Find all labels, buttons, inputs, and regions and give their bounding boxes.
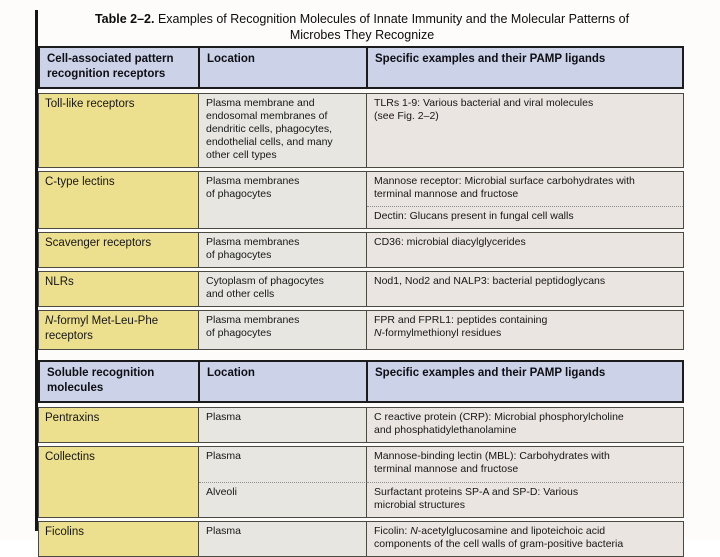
examples-cell: Dectin: Glucans present in fungal cell walls — [367, 206, 683, 228]
examples-cell: Surfactant proteins SP-A and SP-D: Various microbial structures — [367, 482, 683, 517]
table-row — [38, 446, 684, 517]
table-title-line1 — [38, 11, 686, 27]
table-section — [38, 46, 684, 350]
receptor-cell: Collectins — [39, 447, 199, 516]
table-sections — [38, 46, 684, 557]
column-header-location: Location — [200, 362, 368, 401]
receptor-cell: Toll-like receptors — [39, 94, 199, 167]
table-title-text: Examples of Recognition Molecules of Innate Immunity and the Molecular Patterns of — [157, 12, 630, 26]
table-row — [38, 310, 684, 350]
examples-cell: Mannose-binding lectin (MBL): Carbohydrates with terminal mannose and fructose — [367, 447, 683, 481]
table-header-row — [38, 46, 684, 89]
location-cell: Plasma membranes of phagocytes — [199, 311, 367, 349]
location-cell: Plasma membrane and endosomal membranes of dendritic cells, phagocytes, endothelial cells, and many other cell types — [199, 94, 367, 167]
table-section — [38, 360, 684, 556]
table-title — [38, 11, 686, 43]
location-cell: Plasma — [199, 408, 367, 442]
location-cell: Plasma membranes of phagocytes — [199, 233, 367, 267]
examples-cell: Nod1, Nod2 and NALP3: bacterial peptidoglycans — [367, 272, 683, 306]
table-header-row — [38, 360, 684, 403]
location-cell: Plasma — [199, 447, 367, 481]
examples-cell: Mannose receptor: Microbial surface carbohydrates with terminal mannose and fructose — [367, 172, 683, 206]
column-header-location: Location — [200, 48, 368, 87]
column-header-receptors: Cell-associated pattern recognition receptors — [40, 48, 200, 87]
examples-cell: FPR and FPRL1: peptides containing N-formylmethionyl residues — [367, 311, 683, 349]
receptor-cell: Ficolins — [39, 522, 199, 556]
column-header-receptors: Soluble recognition molecules — [40, 362, 200, 401]
receptor-cell: N-formyl Met-Leu-Phe receptors — [39, 311, 199, 349]
location-cell: Plasma membranes of phagocytes — [199, 172, 367, 228]
location-cell: Cytoplasm of phagocytes and other cells — [199, 272, 367, 306]
examples-cell: C reactive protein (CRP): Microbial phosphorylcholine and phosphatidylethanolamine — [367, 408, 683, 442]
table-number: Table 2–2. — [94, 12, 155, 26]
table-row — [38, 521, 684, 557]
column-header-examples: Specific examples and their PAMP ligands — [375, 367, 606, 380]
examples-cell: TLRs 1-9: Various bacterial and viral molecules (see Fig. 2–2) — [367, 94, 683, 167]
table-title-line2: Microbes They Recognize — [289, 28, 435, 42]
table-row — [38, 407, 684, 443]
table-row — [38, 271, 684, 307]
receptor-cell: C-type lectins — [39, 172, 199, 228]
receptor-cell: NLRs — [39, 272, 199, 306]
table-row — [38, 171, 684, 229]
examples-cell: CD36: microbial diacylglycerides — [367, 233, 683, 267]
receptor-cell: Scavenger receptors — [39, 233, 199, 267]
location-cell: Plasma — [199, 522, 367, 556]
location-cell: Alveoli — [199, 482, 367, 517]
table-row — [38, 93, 684, 168]
receptor-cell: Pentraxins — [39, 408, 199, 442]
column-header-examples: Specific examples and their PAMP ligands — [375, 53, 606, 65]
examples-cell: Ficolin: N-acetylglucosamine and lipoteichoic acid components of the cell walls of gram-positive bacteria — [367, 522, 683, 556]
table-row — [38, 232, 684, 268]
